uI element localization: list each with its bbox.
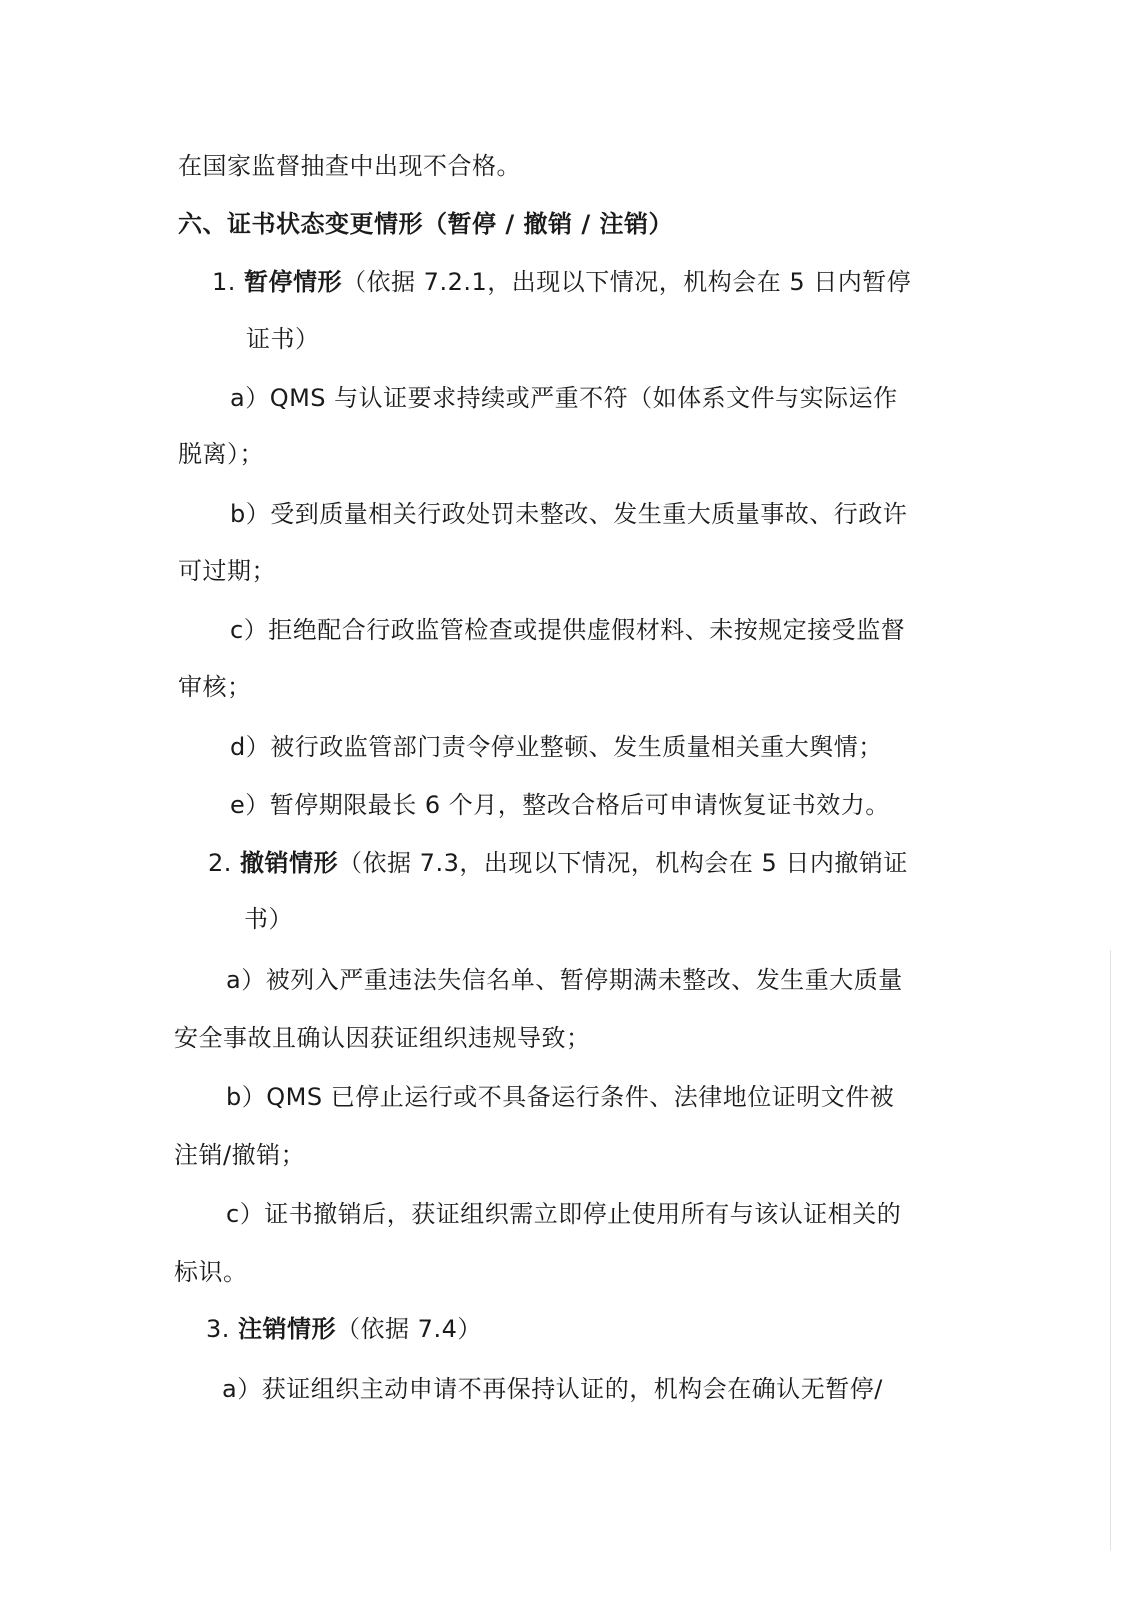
- cancellation-number: 3.: [206, 1315, 230, 1343]
- suspension-item-a: a）QMS 与认证要求持续或严重不符（如体系文件与实际运作: [230, 384, 898, 412]
- suspension-title: 暂停情形: [244, 268, 343, 296]
- revocation-item-b-cont: 注销/撤销；: [174, 1141, 306, 1169]
- suspension-number: 1.: [212, 268, 236, 296]
- suspension-item-b: b）受到质量相关行政处罚未整改、发生重大质量事故、行政许: [230, 500, 908, 528]
- revocation-item-c-cont: 标识。: [174, 1258, 248, 1286]
- section-heading: 六、证书状态变更情形（暂停 / 撤销 / 注销）: [178, 210, 673, 238]
- revocation-title: 撤销情形: [240, 849, 339, 877]
- suspension-heading: [212, 266, 911, 298]
- suspension-item-d: d）被行政监管部门责令停业整顿、发生质量相关重大舆情；: [230, 733, 883, 761]
- suspension-desc: （依据 7.2.1，出现以下情况，机构会在 5 日内暂停: [342, 268, 912, 296]
- revocation-item-a-cont: 安全事故且确认因获证组织违规导致；: [174, 1024, 591, 1052]
- revocation-desc-cont: 书）: [244, 905, 293, 933]
- revocation-item-a: a）被列入严重违法失信名单、暂停期满未整改、发生重大质量: [226, 966, 903, 994]
- suspension-item-c-cont: 审核；: [178, 673, 252, 701]
- revocation-item-c: c）证书撤销后，获证组织需立即停止使用所有与该认证相关的: [226, 1200, 902, 1228]
- scan-edge-line: [1110, 950, 1111, 1550]
- suspension-item-a-cont: 脱离）；: [178, 440, 264, 468]
- revocation-heading: [208, 847, 908, 879]
- suspension-item-b-cont: 可过期；: [178, 557, 276, 585]
- cancellation-item-a: a）获证组织主动申请不再保持认证的，机构会在确认无暂停/: [222, 1375, 883, 1403]
- revocation-desc: （依据 7.3，出现以下情况，机构会在 5 日内撤销证: [338, 849, 908, 877]
- revocation-number: 2.: [208, 849, 232, 877]
- suspension-item-e: e）暂停期限最长 6 个月，整改合格后可申请恢复证书效力。: [230, 791, 890, 819]
- intro-line: 在国家监督抽查中出现不合格。: [178, 152, 521, 180]
- suspension-item-c: c）拒绝配合行政监管检查或提供虚假材料、未按规定接受监督: [230, 616, 906, 644]
- suspension-desc-cont: 证书）: [246, 325, 320, 353]
- cancellation-title: 注销情形: [238, 1315, 337, 1343]
- cancellation-desc: （依据 7.4）: [336, 1315, 482, 1343]
- revocation-item-b: b）QMS 已停止运行或不具备运行条件、法律地位证明文件被: [226, 1083, 895, 1111]
- cancellation-heading: [206, 1313, 482, 1345]
